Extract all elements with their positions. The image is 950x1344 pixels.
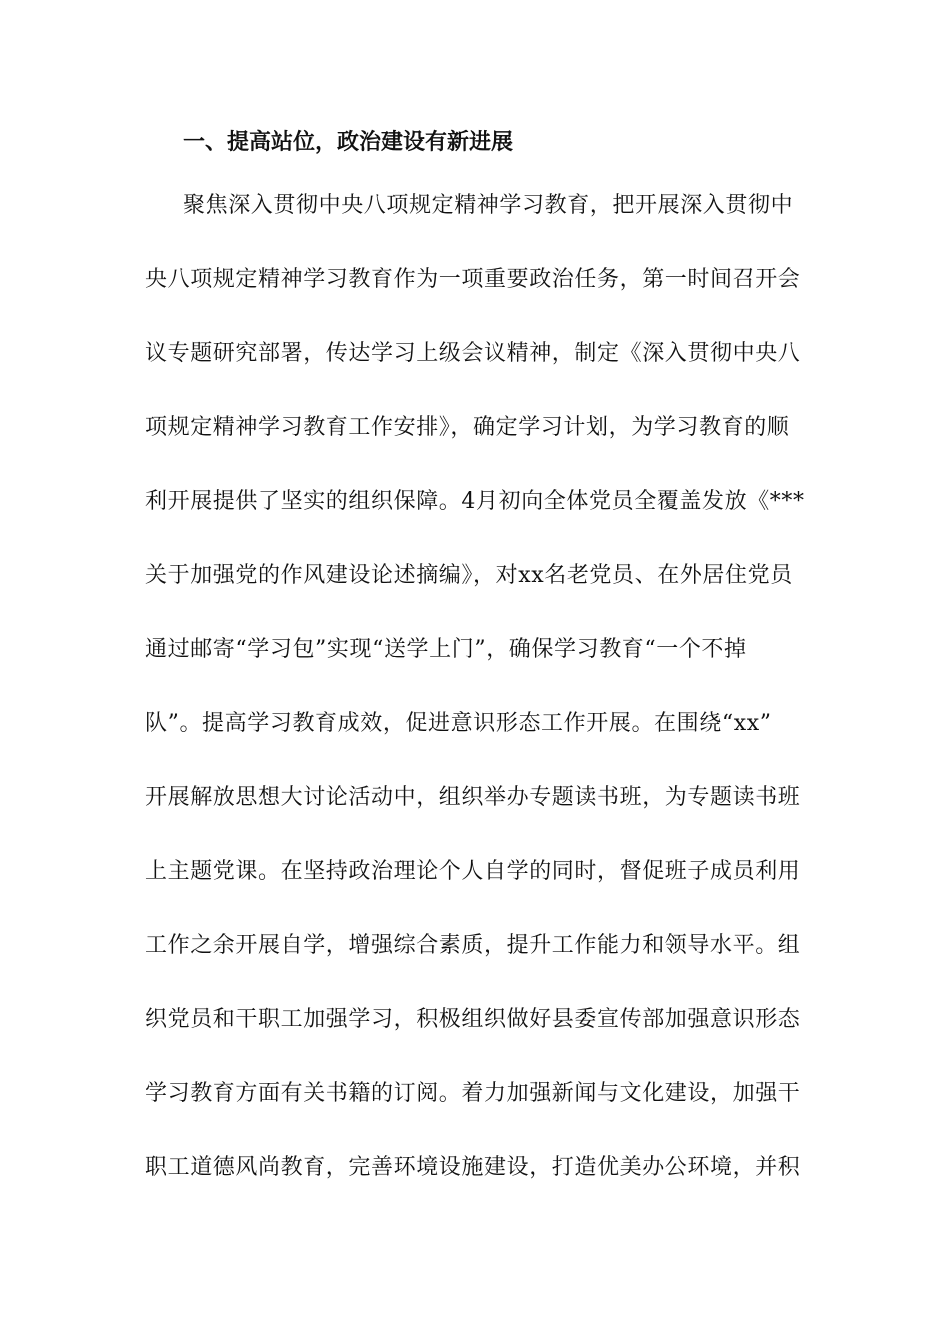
paragraph-line-13: 学习教育方面有关书籍的订阅。着力加强新闻与文化建设，加强干: [145, 1081, 801, 1106]
section-heading: 一、提高站位，政治建设有新进展: [183, 129, 514, 155]
paragraph-line-14: 职工道德风尚教育，完善环境设施建设，打造优美办公环境，并积: [145, 1155, 801, 1180]
paragraph-line-2: 央八项规定精神学习教育作为一项重要政治任务，第一时间召开会: [145, 267, 801, 292]
paragraph-line-8: 队”。提高学习教育成效，促进意识形态工作开展。在围绕“xx”: [145, 711, 772, 736]
paragraph-line-6: 关于加强党的作风建设论述摘编》，对xx名老党员、在外居住党员: [145, 563, 793, 588]
paragraph-line-12: 织党员和干职工加强学习，积极组织做好县委宣传部加强意识形态: [145, 1007, 801, 1032]
paragraph-line-4: 项规定精神学习教育工作安排》，确定学习计划，为学习教育的顺: [145, 415, 790, 440]
paragraph-line-3: 议专题研究部署，传达学习上级会议精神，制定《深入贯彻中央八: [145, 341, 801, 366]
paragraph-line-11: 工作之余开展自学，增强综合素质，提升工作能力和领导水平。组: [145, 933, 801, 958]
paragraph-line-1: 聚焦深入贯彻中央八项规定精神学习教育，把开展深入贯彻中: [183, 193, 794, 218]
paragraph-line-5: 利开展提供了坚实的组织保障。4月初向全体党员全覆盖发放《***: [145, 489, 805, 514]
paragraph-line-9: 开展解放思想大讨论活动中，组织举办专题读书班，为专题读书班: [145, 785, 801, 810]
paragraph-line-10: 上主题党课。在坚持政治理论个人自学的同时，督促班子成员利用: [145, 859, 801, 884]
paragraph-line-7: 通过邮寄“学习包”实现“送学上门”，确保学习教育“一个不掉: [145, 637, 747, 662]
